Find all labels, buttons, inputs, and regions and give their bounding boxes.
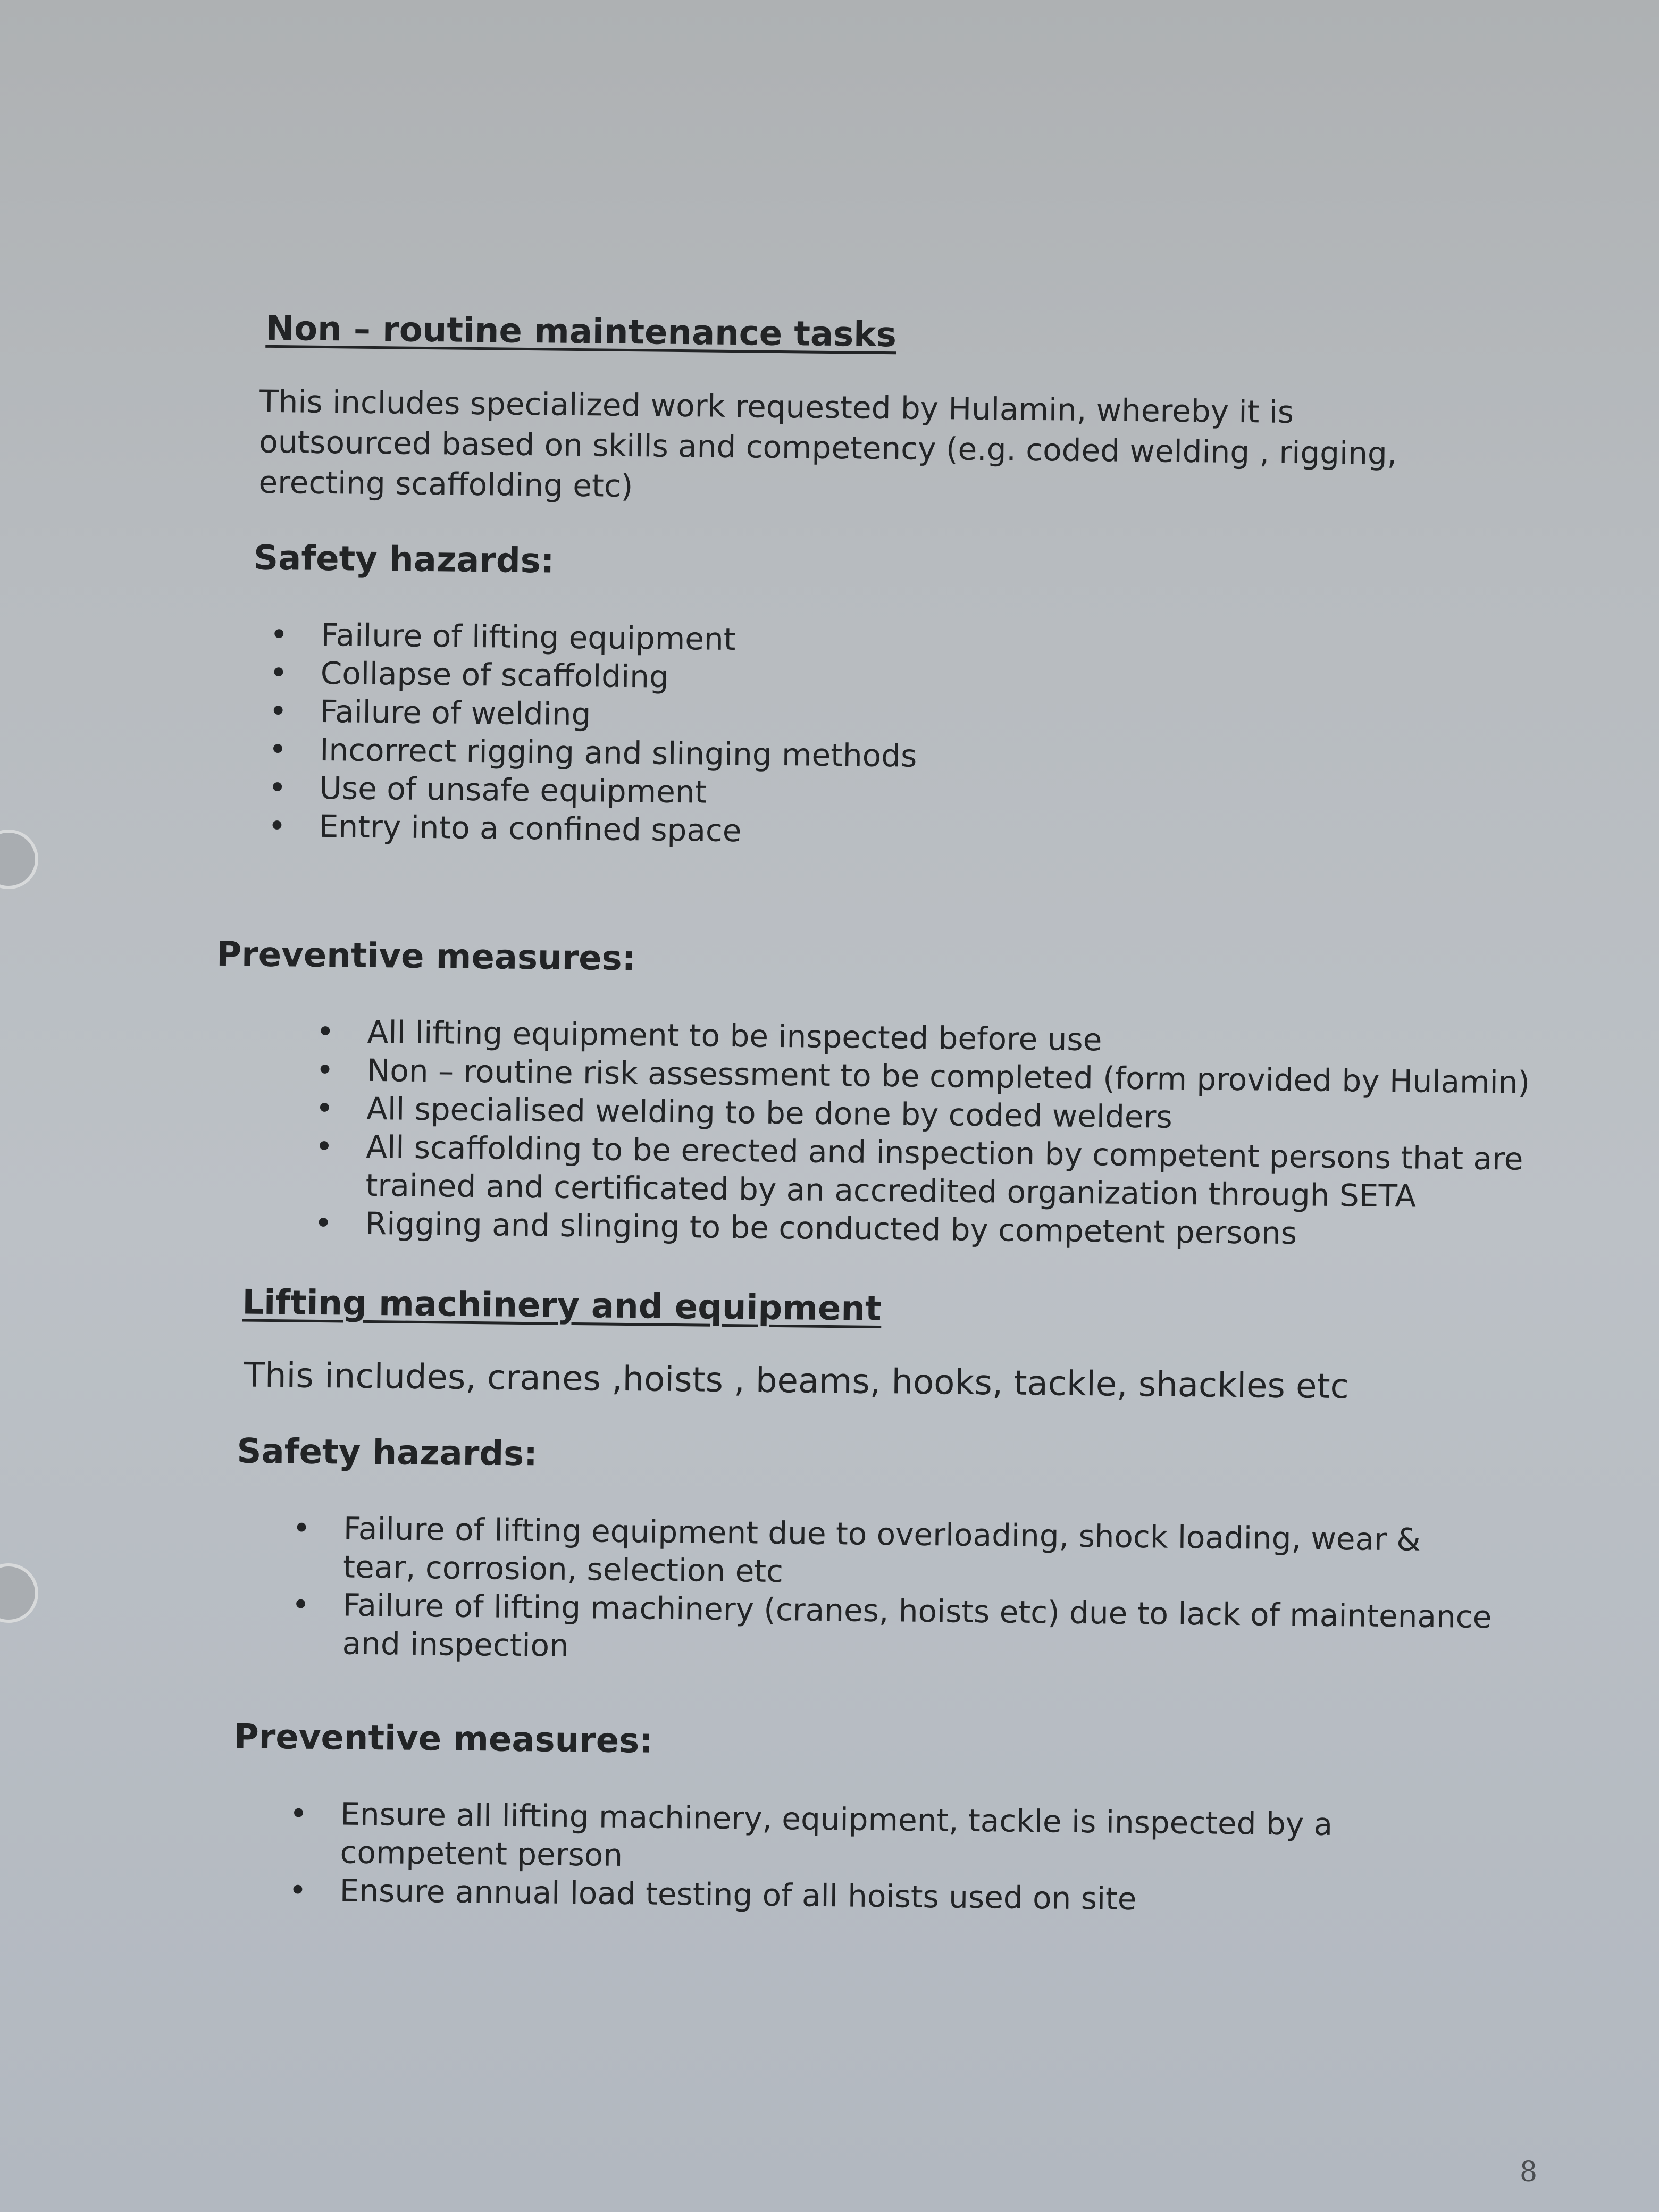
list-item: • Entry into a confined space xyxy=(267,807,742,849)
list-item: • Collapse of scaffolding xyxy=(269,654,669,695)
list-item: • Ensure all lifting machinery, equipment, tackle is inspected by a competent person xyxy=(289,1795,1333,1874)
list-item: • Failure of lifting equipment xyxy=(270,616,736,658)
measures-list xyxy=(288,1795,1547,1922)
list-item: • All scaffolding to be erected and inspection by competent persons that are trained and certificated by an accredited organization through SETA xyxy=(315,1128,1523,1214)
list-item: • Rigging and slinging to be conducted by competent persons xyxy=(314,1204,1297,1252)
bullet-icon: • xyxy=(268,731,287,768)
list-item: • Incorrect rigging and slinging methods xyxy=(268,731,917,774)
bullet-icon: • xyxy=(269,692,288,730)
bullet-icon: • xyxy=(269,654,288,691)
hazards-list xyxy=(267,616,1560,858)
list-item: • Failure of welding xyxy=(269,692,591,733)
punch-hole xyxy=(0,830,38,889)
list-item: • All specialised welding to be done by coded welders xyxy=(315,1090,1172,1135)
bullet-icon: • xyxy=(289,1795,308,1832)
preventive-measures-heading: Preventive measures: xyxy=(233,1717,653,1761)
section-description: This includes, cranes ,hoists , beams, hooks, tackle, shackles etc xyxy=(244,1355,1350,1407)
bullet-icon: • xyxy=(288,1872,307,1908)
bullet-icon: • xyxy=(316,1013,335,1050)
bullet-icon: • xyxy=(315,1090,334,1127)
list-item: • Failure of lifting equipment due to overloading, shock loading, wear & tear, corrosion, selection etc xyxy=(292,1510,1421,1590)
preventive-measures-heading: Preventive measures: xyxy=(216,934,636,979)
list-item: • Non – routine risk assessment to be completed (form provided by Hulamin) xyxy=(315,1051,1530,1101)
measures-list xyxy=(314,1013,1556,1255)
page-number: 8 xyxy=(1520,2156,1538,2188)
section-description: This includes specialized work requested by Hulamin, whereby it is outsourced based on skills and competency (e.g. coded welding , rigging, erecting scaffolding etc) xyxy=(258,383,1397,505)
document-page xyxy=(206,308,1563,1922)
list-item: • Use of unsafe equipment xyxy=(268,769,707,810)
hazards-list xyxy=(291,1509,1551,1675)
bullet-icon: • xyxy=(315,1128,334,1165)
bullet-icon: • xyxy=(291,1586,311,1623)
list-item: • All lifting equipment to be inspected before use xyxy=(316,1013,1102,1058)
bullet-icon: • xyxy=(270,616,289,653)
punch-hole xyxy=(0,1563,38,1623)
list-item: • Failure of lifting machinery (cranes, hoists etc) due to lack of maintenance and inspection xyxy=(291,1586,1492,1664)
bullet-icon: • xyxy=(314,1204,333,1242)
safety-hazards-heading: Safety hazards: xyxy=(237,1431,538,1474)
list-item: • Ensure annual load testing of all hoists used on site xyxy=(288,1872,1137,1917)
safety-hazards-heading: Safety hazards: xyxy=(253,538,555,581)
bullet-icon: • xyxy=(315,1051,334,1088)
bullet-icon: • xyxy=(268,769,287,806)
section-title-non-routine: Non – routine maintenance tasks xyxy=(265,308,897,355)
bullet-icon: • xyxy=(267,807,287,844)
section-title-lifting: Lifting machinery and equipment xyxy=(242,1283,882,1329)
bullet-icon: • xyxy=(292,1510,311,1546)
